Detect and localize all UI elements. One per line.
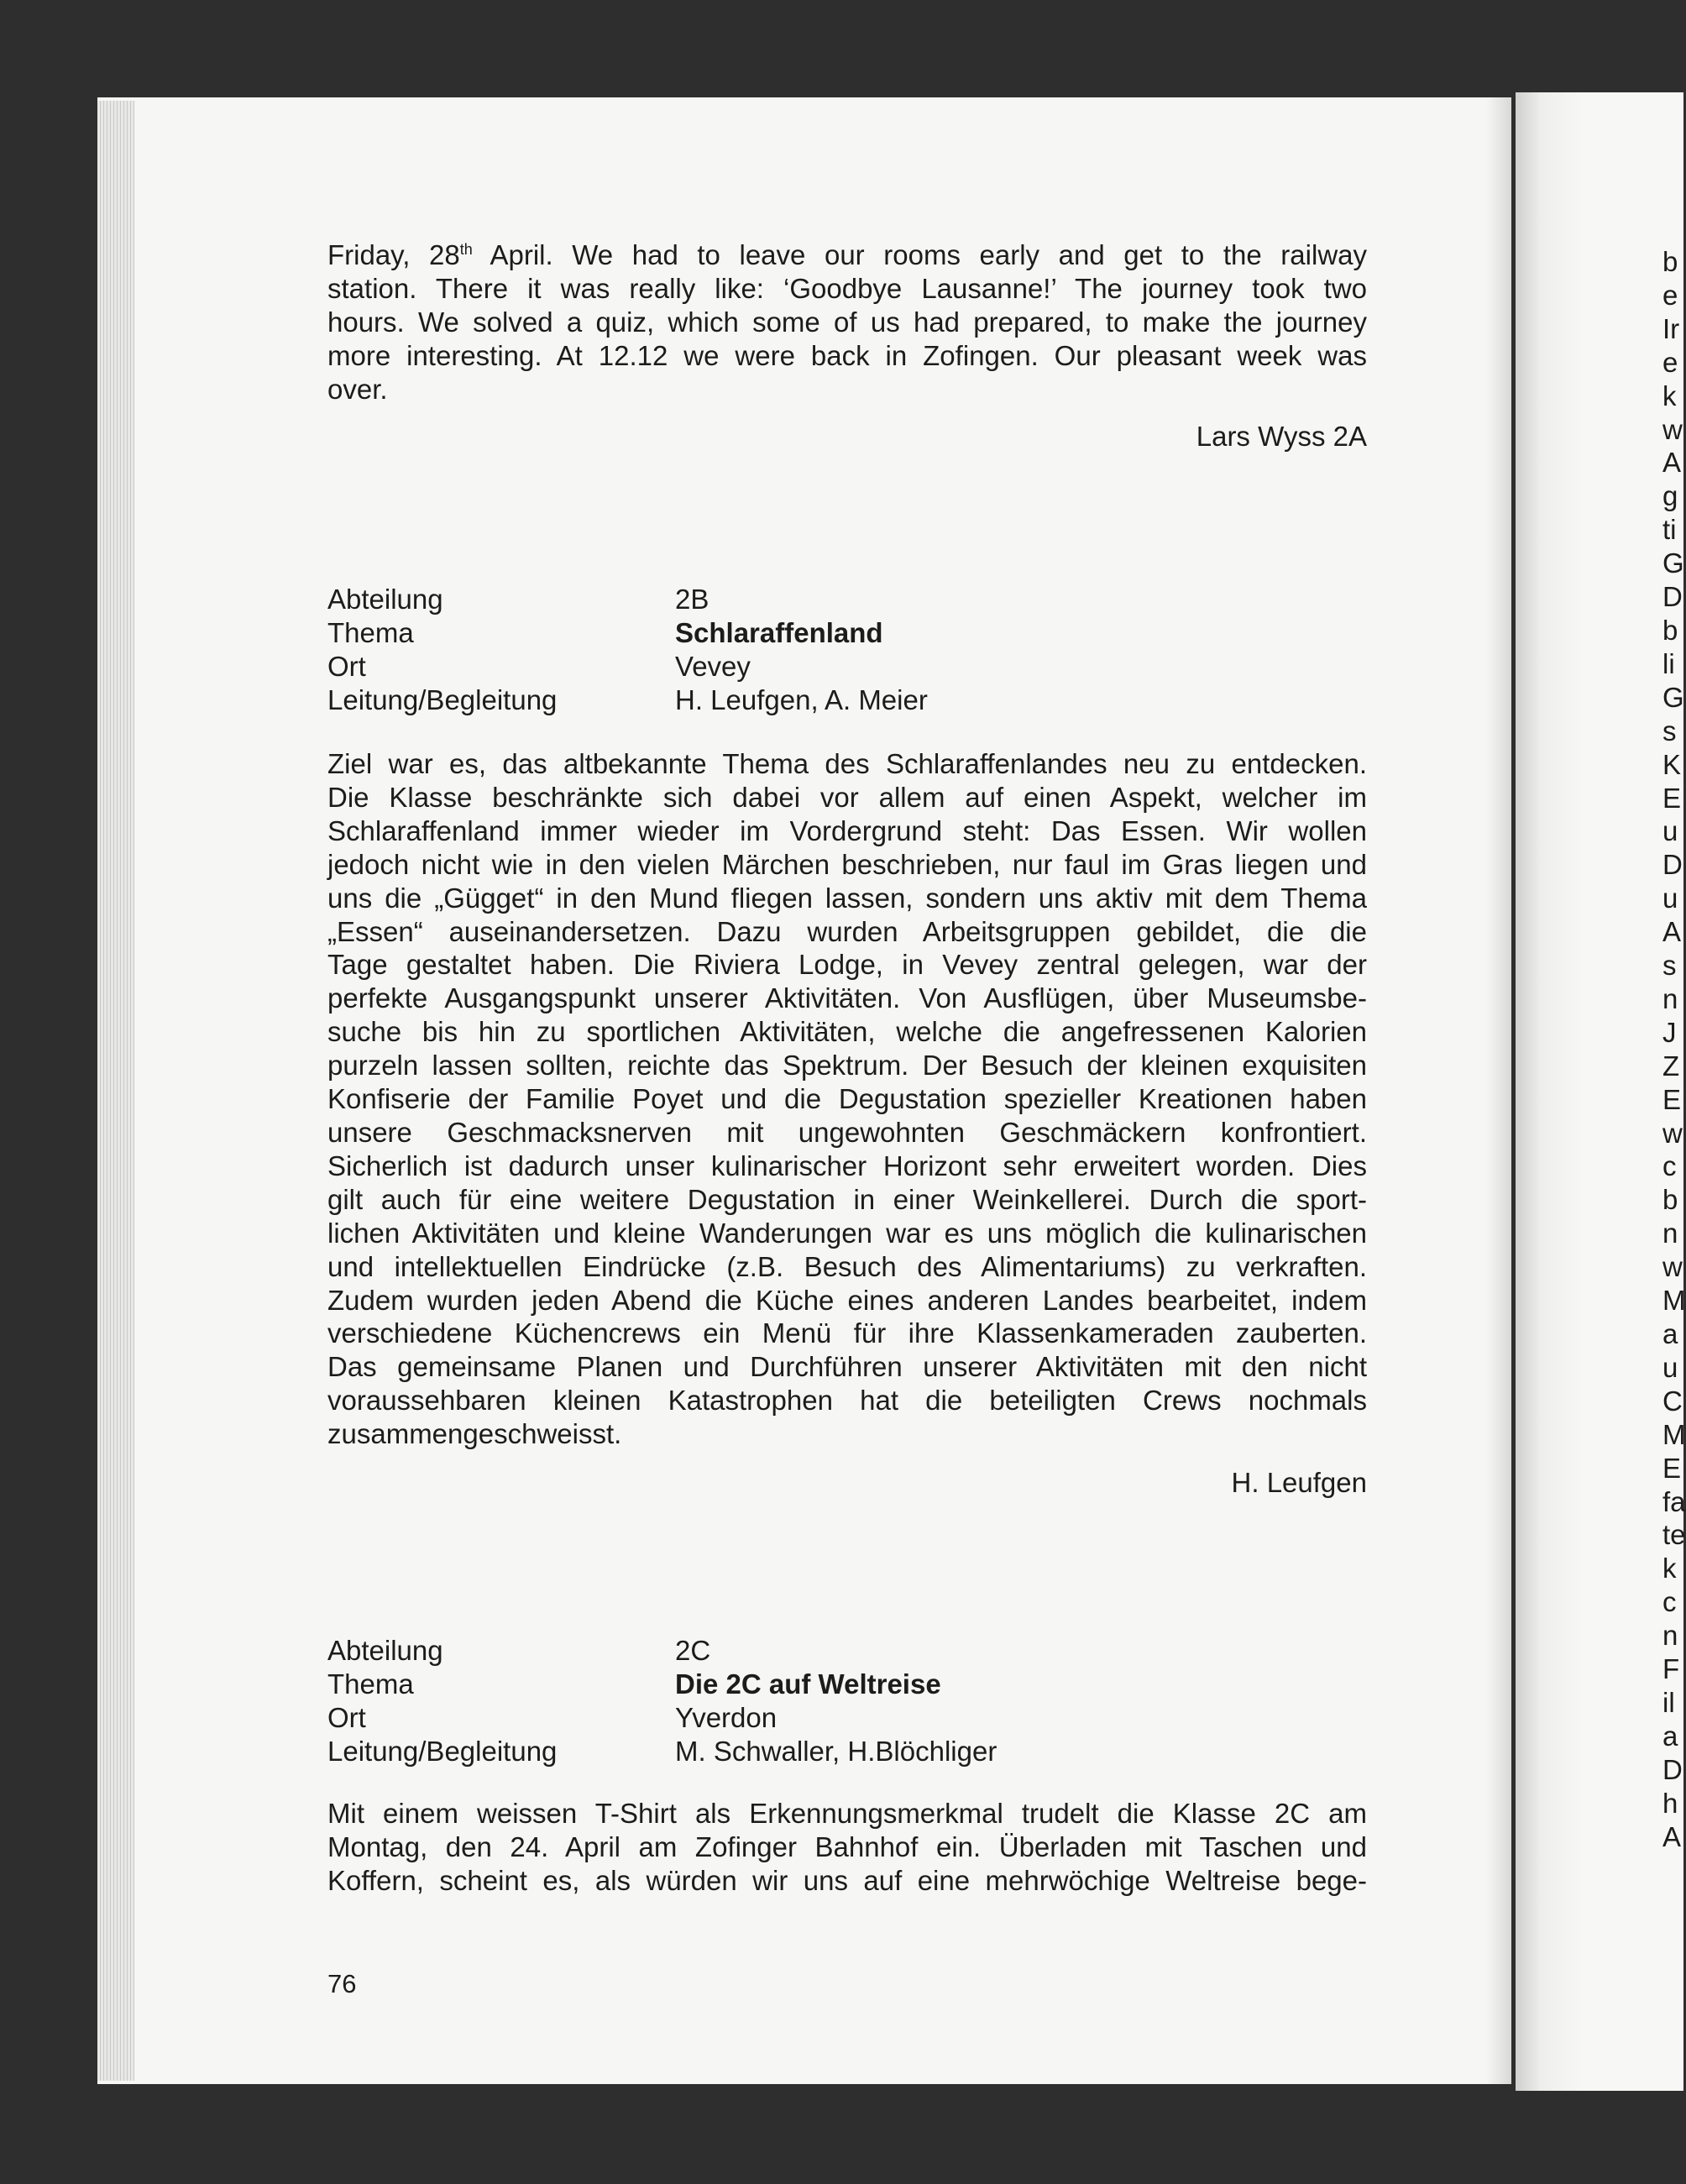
meta-key: Thema: [327, 616, 414, 648]
meta-row: [327, 616, 928, 650]
facing-page-fragment: u: [1662, 815, 1678, 847]
facing-page-fragment: fa: [1662, 1485, 1686, 1517]
meta-row: [327, 1634, 997, 1668]
text-line: purzeln lassen sollten, reichte das Spektrum. Der Besuch der kleinen exquisiten: [327, 1050, 1367, 1082]
facing-page-fragment: C: [1662, 1385, 1683, 1417]
facing-page-fragment: Z: [1662, 1050, 1680, 1082]
text-line: Sicherlich ist dadurch unser kulinarischer Horizont sehr erweitert worden. Dies: [327, 1150, 1367, 1181]
facing-page-fragment: Ir: [1662, 312, 1680, 344]
gutter-shadow: [1486, 97, 1511, 2084]
meta-value: M. Schwaller, H.Blöchliger: [675, 1735, 997, 1767]
meta-row: [327, 683, 928, 717]
text-fragment: Friday, 28: [327, 239, 460, 270]
meta-key: Abteilung: [327, 1635, 443, 1666]
facing-page-fragment: c: [1662, 1150, 1677, 1182]
text-line: verschiedene Küchencrews ein Menü für ihre Klassenkameraden zauberten.: [327, 1317, 1367, 1349]
text-line: uns die „Gügget“ in den Mund fliegen lassen, sondern uns aktiv mit dem Thema: [327, 882, 1367, 914]
facing-page-fragment: b: [1662, 246, 1678, 277]
section-a-text: [327, 238, 1367, 406]
facing-page-fragment: n: [1662, 982, 1678, 1014]
facing-page-fragment: E: [1662, 782, 1682, 814]
facing-page-fragment: M: [1662, 1418, 1686, 1450]
meta-value: 2B: [675, 584, 709, 615]
meta-key: Abteilung: [327, 584, 443, 615]
facing-page-fragment: F: [1662, 1653, 1680, 1685]
meta-key: Leitung/Begleitung: [327, 1735, 558, 1767]
text-line: hours. We solved a quiz, which some of us had prepared, to make the journey: [327, 306, 1367, 338]
facing-page-fragment: k: [1662, 380, 1677, 411]
text-line: Zudem wurden jeden Abend die Küche eines anderen Landes bearbeitet, indem: [327, 1284, 1367, 1316]
facing-page-fragment: c: [1662, 1586, 1677, 1618]
facing-page-fragment: b: [1662, 614, 1678, 646]
meta-row: [327, 1735, 997, 1768]
facing-page-fragment: K: [1662, 748, 1682, 780]
text-line: suche bis hin zu sportlichen Aktivitäten, welche die angefressenen Kalorien: [327, 1016, 1367, 1048]
text-line: Schlaraffenland immer wieder im Vordergrund steht: Das Essen. Wir wollen: [327, 814, 1367, 846]
text-line: und intellektuellen Eindrücke (z.B. Besuch des Alimentariums) zu verkraften.: [327, 1250, 1367, 1282]
facing-page-fragment: te: [1662, 1519, 1686, 1551]
meta-row: [327, 1668, 997, 1701]
facing-page-fragment: A: [1662, 1820, 1682, 1852]
facing-page-fragment: A: [1662, 916, 1682, 948]
meta-value-title: Schlaraffenland: [675, 616, 883, 648]
meta-key: Ort: [327, 650, 366, 682]
meta-key: Leitung/Begleitung: [327, 683, 558, 715]
text-line: Die Klasse beschränkte sich dabei vor allem auf einen Aspekt, welcher im: [327, 781, 1367, 813]
facing-page-fragment: h: [1662, 1787, 1678, 1819]
facing-page-fragment: E: [1662, 1452, 1682, 1484]
text-line: Tage gestaltet haben. Die Riviera Lodge, in Vevey zentral gelegen, war der: [327, 949, 1367, 981]
text-line: [327, 238, 1367, 272]
meta-value: Vevey: [675, 650, 751, 682]
text-line: gilt auch für eine weitere Degustation in einer Weinkellerei. Durch die sport-: [327, 1183, 1367, 1215]
author-signature: Lars Wyss 2A: [1196, 421, 1367, 452]
facing-page-fragment: D: [1662, 849, 1683, 881]
facing-page-fragment: n: [1662, 1218, 1678, 1249]
text-line: Mit einem weissen T-Shirt als Erkennungsmerkmal trudelt die Klasse 2C am: [327, 1798, 1367, 1829]
facing-page-fragment: s: [1662, 715, 1677, 746]
facing-page-fragment: A: [1662, 447, 1682, 479]
section-c-meta: [327, 1634, 997, 1768]
section-b-meta: [327, 583, 928, 717]
text-line: perfekte Ausgangspunkt unserer Aktivitäten. Von Ausflügen, über Museumsbe-: [327, 982, 1367, 1014]
facing-page-fragment: k: [1662, 1553, 1677, 1584]
text-fragment: April. We had to leave our rooms early and get to the railway: [472, 239, 1368, 270]
meta-value: Yverdon: [675, 1701, 778, 1733]
facing-page-fragment: n: [1662, 1620, 1678, 1652]
facing-page-fragment: g: [1662, 480, 1678, 512]
text-line: station. There it was really like: ‘Goodbye Lausanne!’ The journey took two: [327, 272, 1367, 304]
facing-page-fragment: D: [1662, 581, 1683, 613]
text-line: Das gemeinsame Planen und Durchführen unserer Aktivitäten mit den nicht: [327, 1351, 1367, 1383]
text-line: voraussehbaren kleinen Katastrophen hat die beteiligten Crews nochmals: [327, 1385, 1367, 1417]
facing-page-fragment: w: [1662, 1117, 1683, 1149]
facing-page-fragment: E: [1662, 1083, 1682, 1115]
facing-page-fragment: u: [1662, 1351, 1678, 1383]
facing-page-fragment: M: [1662, 1285, 1686, 1317]
meta-value: H. Leufgen, A. Meier: [675, 683, 928, 715]
facing-page-fragment: il: [1662, 1686, 1675, 1718]
facing-page-fragment: s: [1662, 950, 1677, 982]
facing-page-fragment: li: [1662, 647, 1675, 679]
book-page-right: [1516, 92, 1683, 2091]
page-number: 76: [327, 1969, 357, 1998]
section-b-text: [327, 747, 1367, 1451]
meta-value: 2C: [675, 1635, 711, 1666]
page-edges: [97, 101, 134, 2081]
facing-page-fragment: b: [1662, 1184, 1678, 1216]
facing-page-fragment: w: [1662, 413, 1683, 445]
author-signature: H. Leufgen: [1231, 1467, 1367, 1498]
facing-page-fragment: ti: [1662, 514, 1677, 546]
facing-page-fragment: J: [1662, 1016, 1677, 1048]
facing-page-fragment: e: [1662, 279, 1678, 311]
facing-page-fragment: a: [1662, 1720, 1678, 1752]
meta-value-title: Die 2C auf Weltreise: [675, 1668, 941, 1700]
facing-page-fragment: w: [1662, 1251, 1683, 1283]
meta-key: Thema: [327, 1668, 414, 1700]
facing-page-fragment: u: [1662, 883, 1678, 914]
meta-row: [327, 650, 928, 683]
text-line: zusammengeschweisst.: [327, 1418, 622, 1450]
meta-row: [327, 583, 928, 616]
meta-key: Ort: [327, 1701, 366, 1733]
text-line: more interesting. At 12.12 we were back in Zofingen. Our pleasant week was: [327, 339, 1367, 371]
meta-row: [327, 1701, 997, 1735]
superscript: th: [459, 241, 473, 258]
text-line: Ziel war es, das altbekannte Thema des Schlaraffenlandes neu zu entdecken.: [327, 748, 1367, 779]
facing-page-fragment: G: [1662, 681, 1684, 713]
section-c-text: [327, 1797, 1367, 1898]
text-line: over.: [327, 373, 388, 405]
facing-page-fragment: e: [1662, 346, 1678, 378]
text-line: Konfiserie der Familie Poyet und die Degustation spezieller Kreationen haben: [327, 1083, 1367, 1115]
facing-page-text: [1662, 245, 1686, 1854]
text-line: Montag, den 24. April am Zofinger Bahnhof ein. Überladen mit Taschen und: [327, 1830, 1367, 1862]
text-line: Koffern, scheint es, als würden wir uns auf eine mehrwöchige Weltreise bege-: [327, 1864, 1367, 1896]
text-line: lichen Aktivitäten und kleine Wanderungen war es uns möglich die kulinarischen: [327, 1217, 1367, 1249]
facing-page-fragment: D: [1662, 1753, 1683, 1785]
facing-page-fragment: a: [1662, 1318, 1678, 1349]
text-line: „Essen“ auseinandersetzen. Dazu wurden Arbeitsgruppen gebildet, die die: [327, 915, 1367, 947]
facing-page-fragment: G: [1662, 547, 1684, 579]
text-line: unsere Geschmacksnerven mit ungewohnten Geschmäckern konfrontiert.: [327, 1116, 1367, 1148]
text-line: jedoch nicht wie in den vielen Märchen beschrieben, nur faul im Gras liegen und: [327, 848, 1367, 880]
